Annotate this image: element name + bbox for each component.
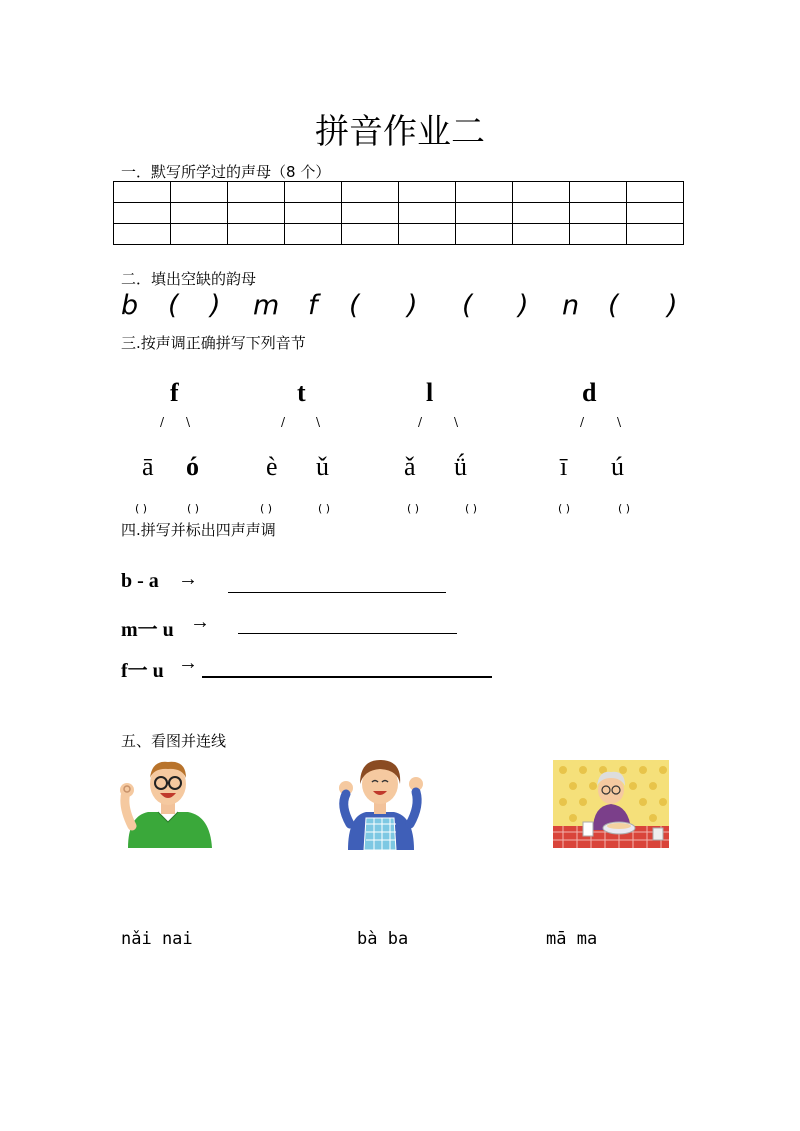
branch-left: / [580, 415, 585, 429]
fill-item: b [121, 290, 139, 321]
fill-item: f [308, 290, 318, 321]
branch-left: / [418, 415, 423, 429]
fill-item: ) [407, 290, 418, 321]
answer-paren: ( ) [135, 502, 148, 515]
answer-paren: ( ) [465, 502, 478, 515]
answer-paren: ( ) [407, 502, 420, 515]
initials-grid [113, 181, 684, 245]
fill-item: ( [608, 290, 619, 321]
answer-line[interactable] [228, 592, 446, 593]
answer-paren: ( ) [187, 502, 200, 515]
fill-item: ( [462, 290, 473, 321]
pinyin-label: nǎi nai [121, 929, 193, 949]
initial-letter: d [582, 378, 597, 407]
fill-item: ) [518, 290, 529, 321]
branch-right: \ [316, 415, 321, 429]
answer-paren: ( ) [260, 502, 273, 515]
answer-line[interactable] [202, 676, 492, 678]
section1-heading: 一．默写所学过的声母（8 个） [121, 163, 331, 181]
fill-item: ) [210, 290, 221, 321]
final-syllable: ó [186, 452, 199, 481]
fill-item: n [562, 290, 580, 321]
final-syllable: è [266, 452, 278, 481]
branch-right: \ [186, 415, 191, 429]
arrow-icon: → [178, 652, 198, 674]
final-syllable: ī [560, 452, 568, 481]
grandmother-figure-image [553, 760, 669, 848]
pinyin-label: mā ma [546, 929, 598, 949]
branch-right: \ [617, 415, 622, 429]
final-syllable: ǔ [316, 452, 329, 481]
branch-left: / [160, 415, 165, 429]
section2-heading: 二．填出空缺的韵母 [121, 270, 257, 288]
father-figure-image [118, 756, 218, 848]
initial-letter: t [297, 378, 306, 407]
arrow-icon: → [178, 568, 198, 590]
pinyin-label: bà ba [357, 929, 409, 949]
section5-heading: 五、看图并连线 [121, 732, 227, 750]
answer-line[interactable] [238, 633, 457, 634]
branch-left: / [281, 415, 286, 429]
branch-right: \ [454, 415, 459, 429]
spell-item: b - a [121, 570, 159, 592]
arrow-icon: → [190, 611, 210, 633]
final-syllable: ǎ [404, 452, 416, 481]
initial-letter: l [426, 378, 434, 407]
answer-paren: ( ) [618, 502, 631, 515]
answer-paren: ( ) [318, 502, 331, 515]
final-syllable: ú [611, 452, 624, 481]
fill-item: ) [667, 290, 678, 321]
page-title: 拼音作业二 [315, 112, 485, 152]
initial-letter: f [170, 378, 179, 407]
fill-item: m [253, 290, 280, 321]
fill-item: ( [168, 290, 179, 321]
mother-figure-image [332, 754, 428, 850]
section4-heading: 四.拼写并标出四声声调 [121, 521, 276, 539]
answer-paren: ( ) [558, 502, 571, 515]
final-syllable: ā [142, 452, 154, 481]
final-syllable: ǘ [454, 452, 467, 481]
fill-item: ( [349, 290, 360, 321]
spell-item: m一 u [121, 619, 174, 641]
section3-heading: 三.按声调正确拼写下列音节 [121, 334, 306, 352]
spell-item: f一 u [121, 660, 164, 682]
